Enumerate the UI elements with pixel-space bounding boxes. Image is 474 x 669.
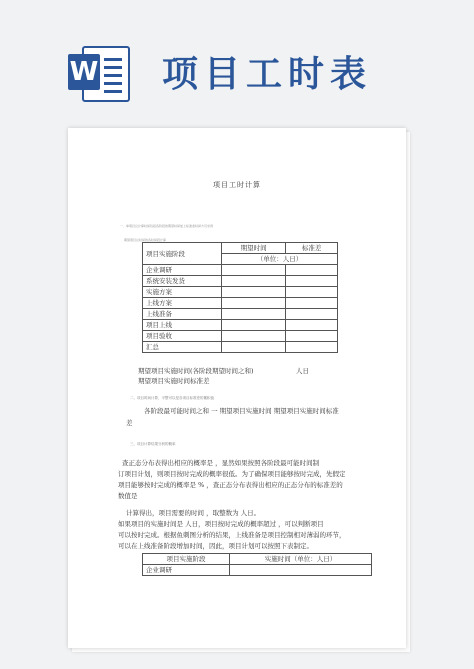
table-row	[143, 265, 338, 276]
row-label: 上线准备	[143, 309, 222, 320]
table-header-expected: 期望时间	[222, 243, 286, 254]
table-row	[143, 287, 338, 298]
table-row	[143, 309, 338, 320]
section-note-3: 二、项目时间计算，平整可以是各项目标准差的累积值	[130, 396, 214, 400]
para2-line-3: 可以按时完成。根据鱼刺图分析的结果，上线准备是项目控制相对薄弱的环节，	[118, 531, 346, 539]
section-note-1: 一、单项目总计算时间包括各阶段的期望时间加上标准差时间方可求得	[120, 224, 214, 228]
plan-header-stage: 项目实施阶段	[143, 554, 230, 565]
word-letter-tile: W	[68, 54, 100, 90]
row-label: 项目验收	[143, 331, 222, 342]
row-label: 汇总	[143, 342, 222, 353]
sum-line-1: 期望项目实施时间(各阶段期望时间之和)	[138, 367, 254, 375]
table-row	[143, 276, 338, 287]
row-label: 实施方案	[143, 287, 222, 298]
banner	[0, 0, 474, 125]
word-icon	[68, 42, 130, 104]
para1-line-3: 项目能够按时完成的概率是 % ，查正态分布表得出相应的正态分布的标准差的	[118, 481, 343, 489]
table-row	[143, 565, 372, 576]
table-header-stage: 项目实施阶段	[143, 243, 222, 265]
row-label: 企业调研	[143, 265, 222, 276]
table-row	[143, 342, 338, 353]
para2-line-4: 可以在上线准备阶段增加时间，因此，项目计划可以按照下表制定。	[118, 542, 313, 550]
para2-line-1: 计算得出，项目需要的时间 ，取整数为 人日。	[126, 509, 261, 517]
para1-line-4: 数值是	[118, 492, 138, 500]
document-page	[68, 128, 406, 648]
document-title: 项目工时计算	[213, 181, 261, 189]
banner-title: 项目工时表	[162, 54, 373, 95]
para2-line-2: 如果项目的实施时间是 人日，项目按时完成的概率超过 ，可以判断项目	[118, 520, 324, 528]
row-label: 系统安装发货	[143, 276, 222, 287]
section-note-2: 期望项目总时间的各时间段计算	[124, 238, 167, 242]
section-note-4: 三、项目计算结果分析的概率	[130, 442, 176, 446]
table-row	[143, 331, 338, 342]
row-label: 项目上线	[143, 320, 222, 331]
plan-table	[142, 553, 372, 576]
table-header-stddev: 标准差	[286, 243, 338, 254]
plan-header-time: 实施时间（单位：人日）	[230, 554, 372, 565]
sum-unit: 人日	[296, 367, 309, 375]
para1-line-1: 查正态分布表得出相应的概率是 ，显然如果按照各阶段最可能时间制	[122, 459, 320, 467]
table-subheader-unit: （单位：人日）	[222, 254, 338, 265]
estimate-table	[142, 242, 338, 353]
row-label: 企业调研	[143, 565, 230, 576]
sum-line-2: 期望项目实施时间标准差	[138, 377, 210, 385]
table-row	[143, 320, 338, 331]
table-row	[143, 298, 338, 309]
formula-line-2: 差	[126, 419, 133, 427]
formula-line-1: 各阶段最可能时间之和 一 期望项目实施时间 期望项目实施时间标准	[144, 407, 339, 415]
para1-line-2: 订项目计划，则项目按时完成的概率很低。为了确保项目能够按时完成，先假定	[118, 470, 346, 478]
row-label: 上线方案	[143, 298, 222, 309]
